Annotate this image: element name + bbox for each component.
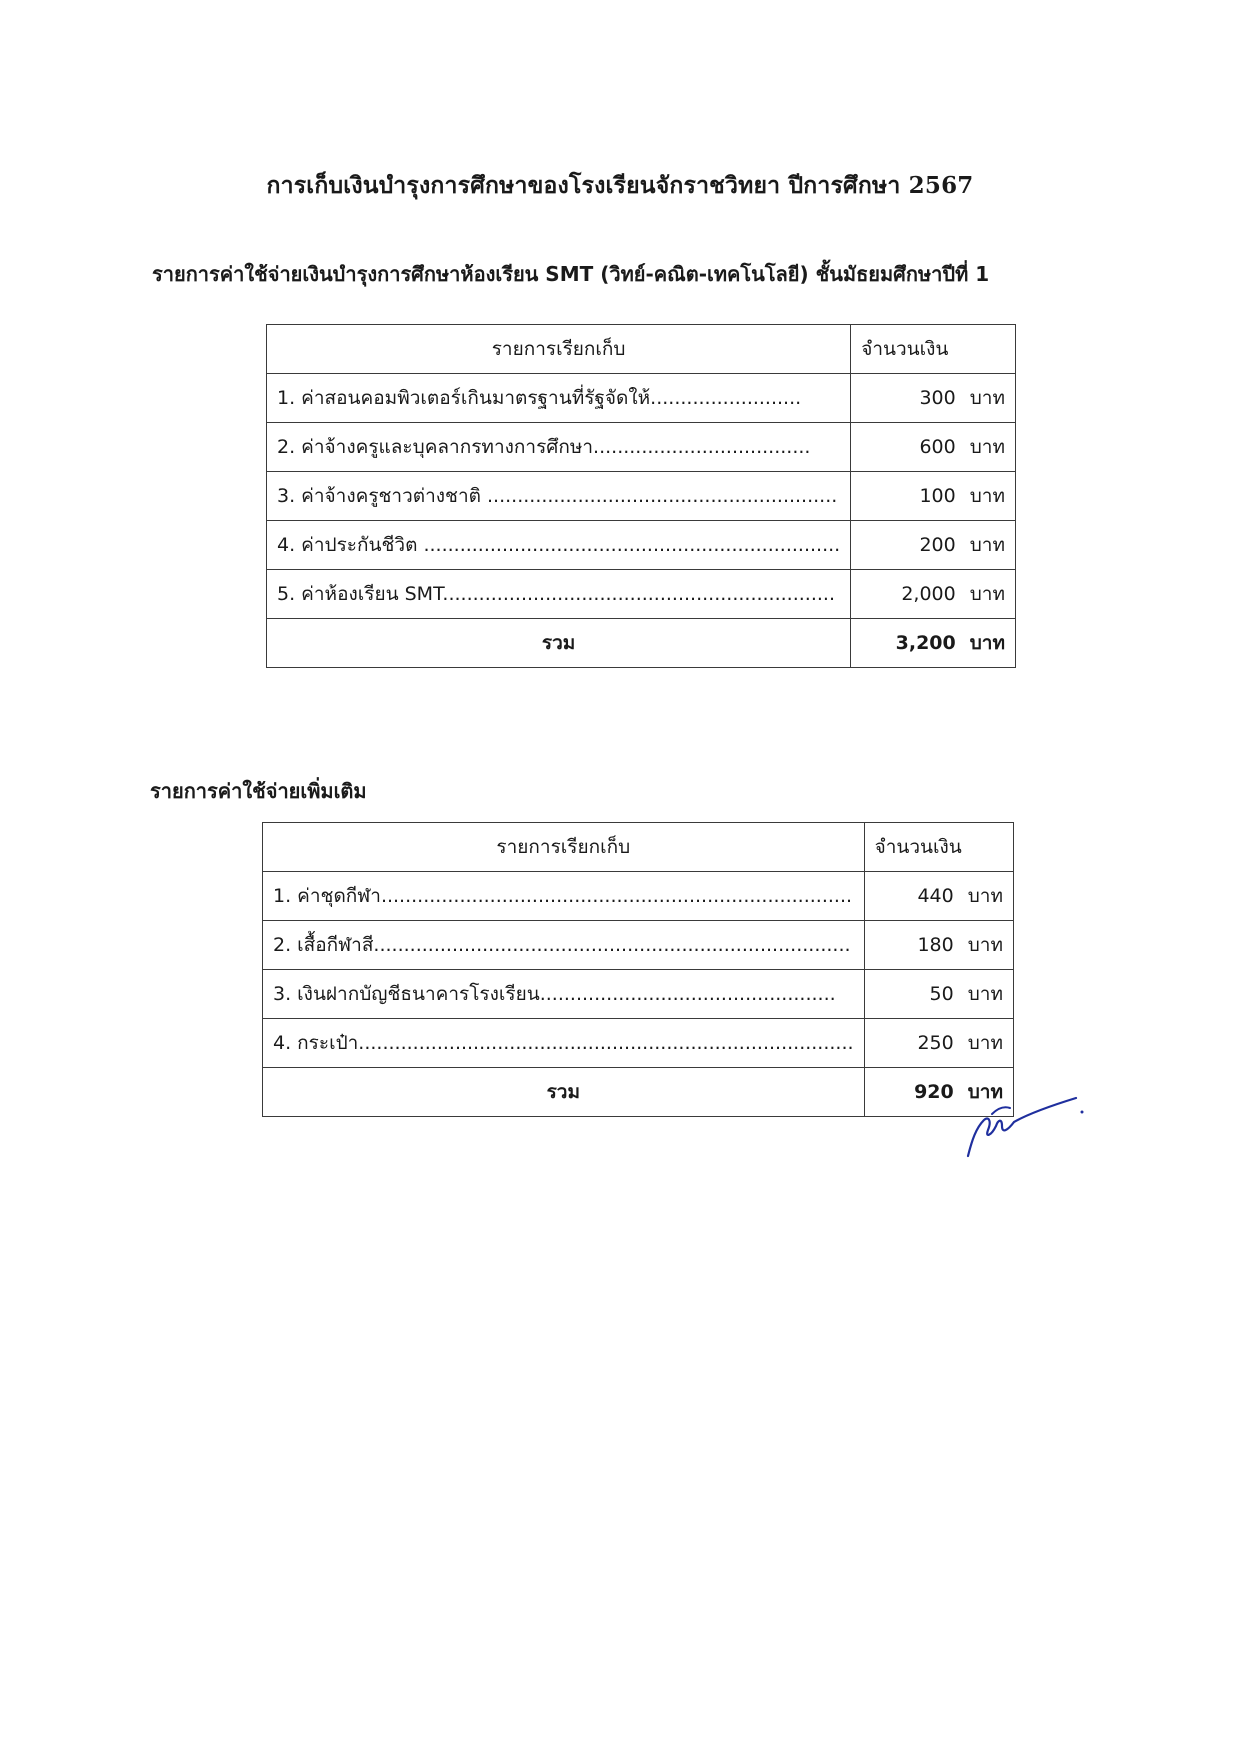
signature-tick [992,1107,1010,1114]
fee-item: 1. ค่าชุดกีฬา.............................................................................. [263,872,865,921]
column-header-item: รายการเรียกเก็บ [267,325,851,374]
fee-amount-cell [864,921,1013,970]
signature-stroke [968,1098,1076,1156]
signature-mark [958,1090,1088,1170]
currency-unit: บาท [969,387,1005,409]
page-title: การเก็บเงินบำรุงการศึกษาของโรงเรียนจักราชวิทยา ปีการศึกษา 2567 [266,172,974,199]
currency-unit: บาท [969,436,1005,458]
fee-amount: 180 [917,934,954,956]
table-row [263,1019,1014,1068]
fee-amount: 440 [917,885,954,907]
total-label: รวม [267,619,851,668]
table-header-row [267,325,1016,374]
column-header-amount: จำนวนเงิน [851,325,1016,374]
table-row [267,521,1016,570]
fee-item: 3. เงินฝากบัญชีธนาคารโรงเรียน................................................. [263,970,865,1019]
currency-unit: บาท [967,934,1003,956]
currency-unit: บาท [967,1081,1003,1103]
table-row [267,374,1016,423]
currency-unit: บาท [969,632,1005,654]
table-row [267,570,1016,619]
fee-item: 4. กระเป๋า.................................................................................. [263,1019,865,1068]
total-row [267,619,1016,668]
fee-item: 2. ค่าจ้างครูและบุคลากรทางการศึกษา.................................... [267,423,851,472]
currency-unit: บาท [969,485,1005,507]
fee-amount-cell [851,521,1016,570]
table-row [263,921,1014,970]
fee-amount-cell [851,570,1016,619]
total-row [263,1068,1014,1117]
fee-amount-cell [851,374,1016,423]
column-header-amount: จำนวนเงิน [864,823,1013,872]
table-header-row [263,823,1014,872]
total-label: รวม [263,1068,865,1117]
fee-amount-cell [851,423,1016,472]
fee-item: 4. ค่าประกันชีวิต ..................................................................... [267,521,851,570]
section1-heading: รายการค่าใช้จ่ายเงินบำรุงการศึกษาห้องเรียน SMT (วิทย์-คณิต-เทคโนโลยี) ชั้นมัธยมศึกษาปีที่ 1 [152,262,990,286]
fee-amount: 100 [919,485,956,507]
fee-amount: 300 [919,387,956,409]
total-amount: 3,200 [895,632,956,654]
additional-fee-table [262,822,1014,1117]
table-row [263,872,1014,921]
table-row [267,423,1016,472]
table-row [267,472,1016,521]
signature-dot [1081,1111,1084,1114]
currency-unit: บาท [967,885,1003,907]
fee-amount: 600 [919,436,956,458]
fee-amount: 50 [929,983,954,1005]
section2-heading: รายการค่าใช้จ่ายเพิ่มเติม [150,779,367,803]
currency-unit: บาท [967,983,1003,1005]
total-amount-cell [851,619,1016,668]
fee-amount: 200 [919,534,956,556]
fee-item: 3. ค่าจ้างครูชาวต่างชาติ .......................................................... [267,472,851,521]
fee-amount: 2,000 [901,583,956,605]
currency-unit: บาท [969,534,1005,556]
smt-fee-table [266,324,1016,668]
fee-amount-cell [851,472,1016,521]
column-header-item: รายการเรียกเก็บ [263,823,865,872]
fee-amount-cell [864,872,1013,921]
fee-amount-cell [864,970,1013,1019]
fee-amount: 250 [917,1032,954,1054]
fee-item: 5. ค่าห้องเรียน SMT................................................................. [267,570,851,619]
fee-amount-cell [864,1019,1013,1068]
currency-unit: บาท [969,583,1005,605]
fee-item: 1. ค่าสอนคอมพิวเตอร์เกินมาตรฐานที่รัฐจัดให้......................... [267,374,851,423]
currency-unit: บาท [967,1032,1003,1054]
total-amount: 920 [914,1081,954,1103]
table-row [263,970,1014,1019]
fee-item: 2. เสื้อกีฬาสี............................................................................... [263,921,865,970]
